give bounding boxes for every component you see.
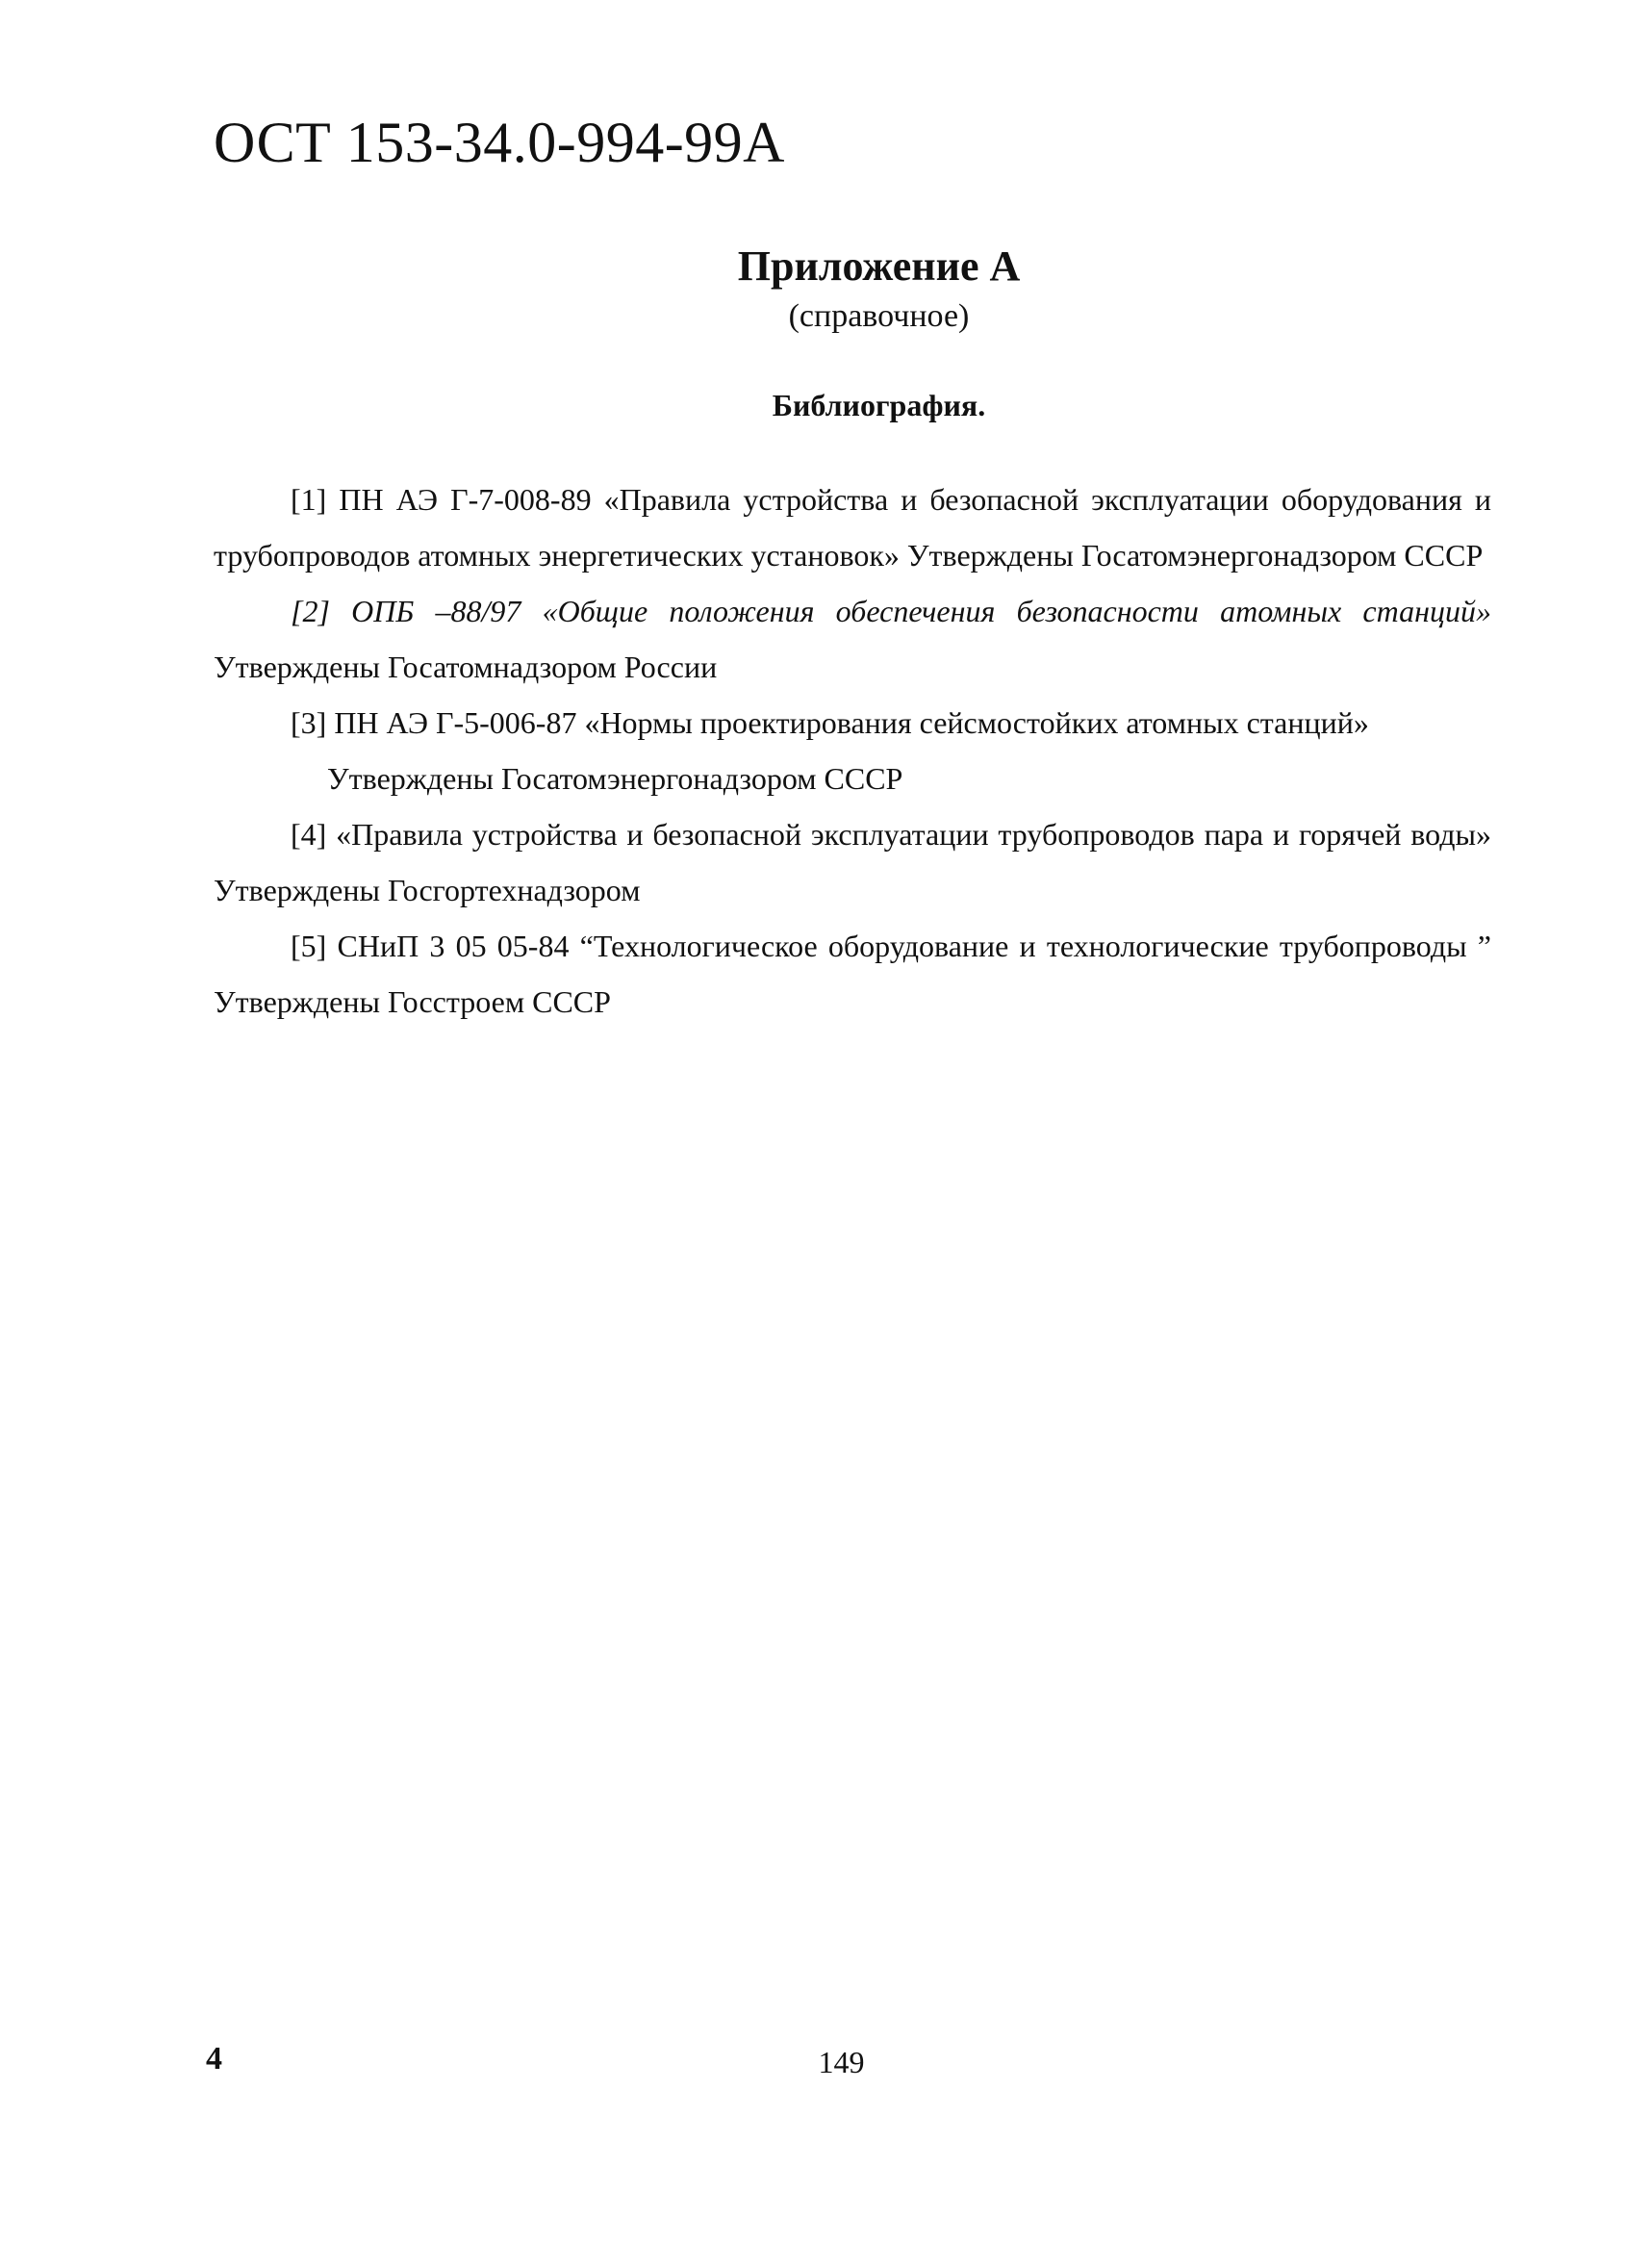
reference-approval: Утверждены Госатомнадзором России — [214, 650, 718, 684]
reference-title: «Общие положения обеспечения безопасности атомных станций» — [542, 594, 1491, 628]
reference-approval: Утверждены Госатомэнергонадзором СССР — [327, 761, 903, 796]
reference-number: [4] — [291, 817, 327, 852]
document-code: ОСТ 153-34.0-994-99А — [214, 111, 786, 174]
reference-number: [1] — [291, 482, 327, 517]
sheet-number: 4 — [206, 2041, 222, 2077]
reference-item-1 — [214, 471, 1491, 583]
reference-code: ОПБ –88/97 — [351, 594, 521, 628]
reference-item-2 — [214, 583, 1491, 695]
reference-text: ПН АЭ Г-5-006-87 «Нормы проектирования сейсмостойких атомных станций» — [334, 705, 1369, 740]
appendix-note: (справочное) — [788, 298, 970, 334]
reference-number: [3] — [291, 705, 327, 740]
reference-item-4 — [214, 806, 1491, 918]
reference-list — [214, 471, 1491, 1030]
appendix-title: Приложение А — [737, 242, 1021, 290]
reference-number: [2] — [291, 594, 330, 628]
reference-item-5 — [214, 918, 1491, 1030]
reference-text: СНиП 3 05 05-84 “Технологическое оборудование и технологические трубопроводы ” Утверждены Госстроем СССР — [214, 929, 1492, 1019]
reference-text: «Правила устройства и безопасной эксплуатации трубопроводов пара и горячей воды» Утверждены Госгортехнадзором — [214, 817, 1492, 907]
page-number: 149 — [818, 2045, 865, 2079]
reference-text: ПН АЭ Г-7-008-89 «Правила устройства и безопасной эксплуатации оборудования и трубопроводов атомных энергетических установок» Утверждены Госатомэнергонадзором СССР — [214, 482, 1492, 573]
reference-item-3 — [214, 695, 1491, 806]
bibliography-heading: Библиография. — [772, 388, 986, 422]
reference-number: [5] — [291, 929, 327, 963]
